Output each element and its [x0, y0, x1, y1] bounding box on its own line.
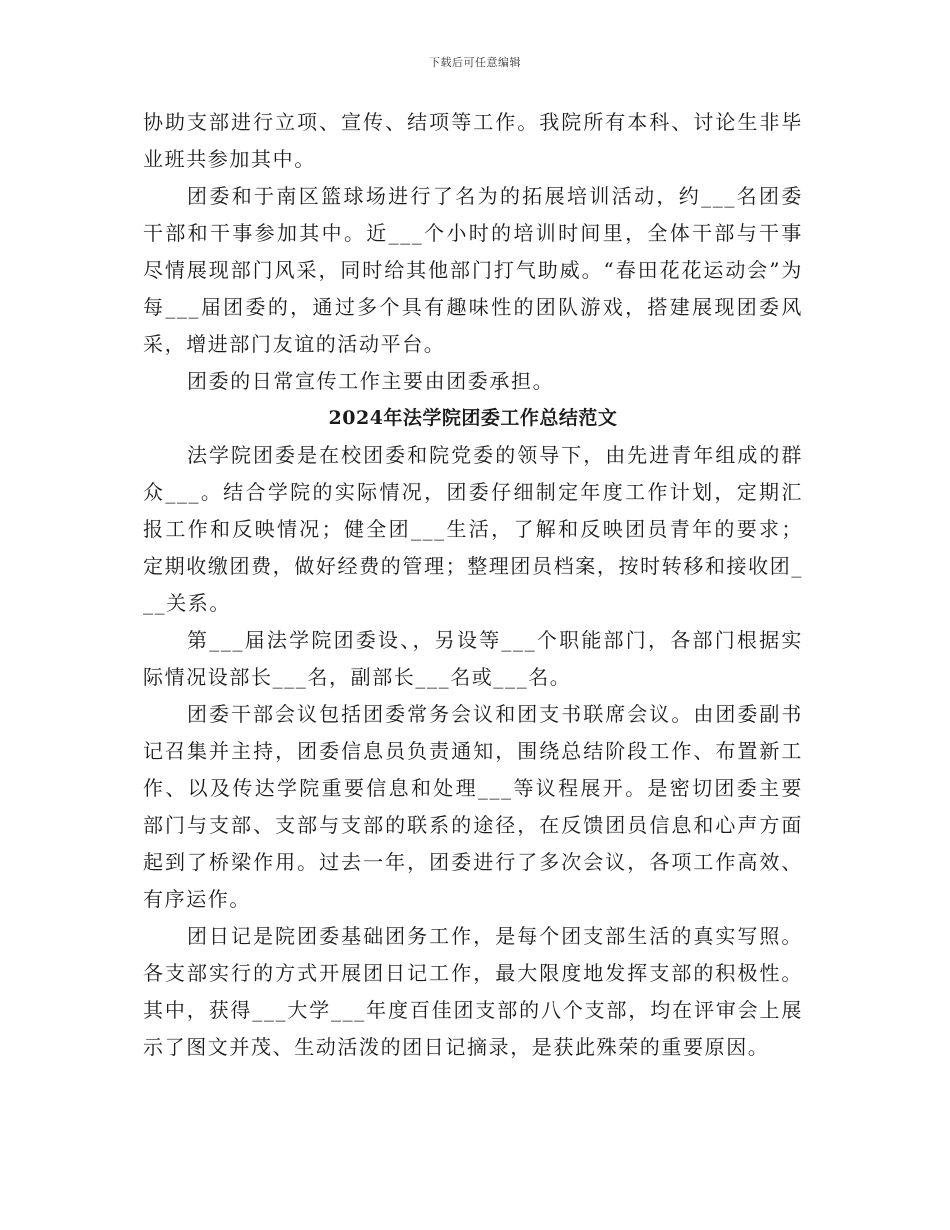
- paragraph-publicity: 团委的日常宣传工作主要由团委承担。: [187, 369, 555, 393]
- paragraph-training-activity: 团委和于南区篮球场进行了名为的拓展培训活动，约___名团委干部和干事参加其中。近___个小时的培训时间里，全体干部与干事尽情展现部门风采，同时给其他部门打气助威。“春田花花运动会”为每___届团委的，通过多个具有趣味性的团队游戏，搭建展现团委风采，增进部门友谊的活动平台。: [143, 184, 803, 356]
- document-body: [143, 104, 803, 1066]
- section-title: 2024年法学院团委工作总结范文: [328, 407, 618, 429]
- paragraph-meetings: 团委干部会议包括团委常务会议和团支书联席会议。由团委副书记召集并主持，团委信息员负责通知，围绕总结阶段工作、布置新工作、以及传达学院重要信息和处理___等议程展开。是密切团委主要部门与支部、支部与支部的联系的途径，在反馈团员信息和心声方面起到了桥梁作用。过去一年，团委进行了多次会议，各项工作高效、有序运作。: [143, 702, 803, 911]
- paragraph-continuation: 协助支部进行立项、宣传、结项等工作。我院所有本科、讨论生非毕业班共参加其中。: [143, 110, 803, 171]
- paragraph-departments: 第___届法学院团委设、，另设等___个职能部门，各部门根据实际情况设部长___名，副部长___名或___名。: [143, 628, 803, 689]
- paragraph-diary: 团日记是院团委基础团务工作，是每个团支部生活的真实写照。各支部实行的方式开展团日记工作，最大限度地发挥支部的积极性。其中，获得___大学___年度百佳团支部的八个支部，均在评审会上展示了图文并茂、生动活泼的团日记摘录，是获此殊荣的重要原因。: [143, 924, 803, 1059]
- paragraph-intro: 法学院团委是在校团委和院党委的领导下，由先进青年组成的群众___。结合学院的实际情况，团委仔细制定年度工作计划，定期汇报工作和反映情况；健全团___生活，了解和反映团员青年的要求；定期收缴团费，做好经费的管理；整理团员档案，按时转移和接收团___关系。: [143, 443, 803, 615]
- page-header: 下载后可任意编辑: [429, 56, 521, 69]
